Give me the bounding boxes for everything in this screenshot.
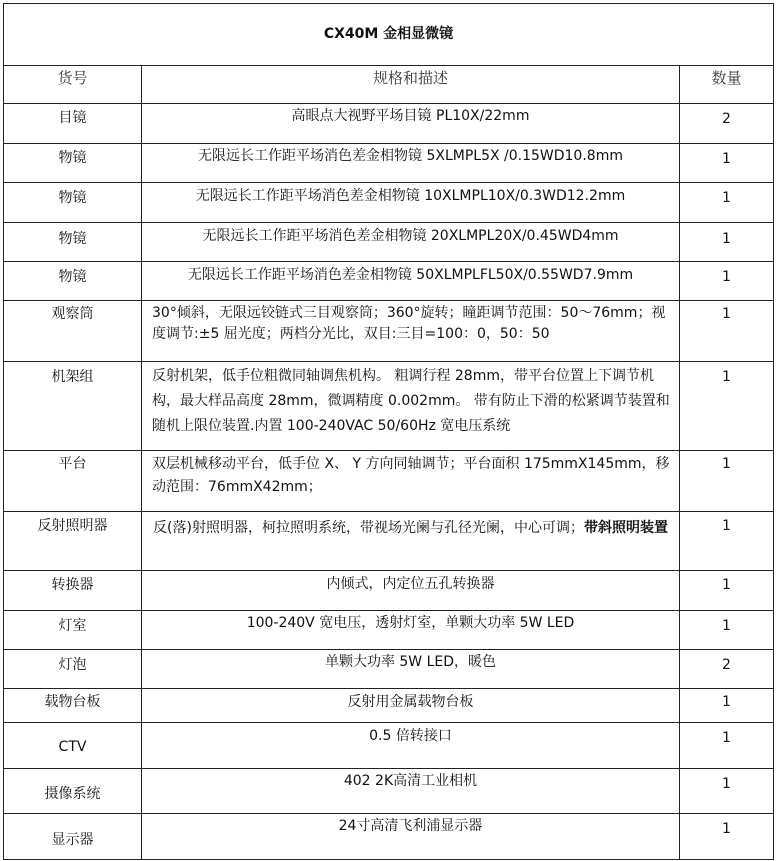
desc-cell: 单颗大功率 5W LED，暖色 (142, 650, 680, 689)
table-row (4, 650, 774, 689)
desc-cell: 高眼点大视野平场目镜 PL10X/22mm (142, 104, 680, 144)
desc-cell: 30°倾斜，无限远铰链式三目观察筒；360°旋转；瞳距调节范围：50～76mm；视度调节:±5 屈光度；两档分光比，双目:三目=100：0，50：50 (142, 301, 680, 362)
desc-text: 反(落)射照明器，柯拉照明系统，带视场光阑与孔径光阑，中心可调； (153, 520, 584, 536)
qty-cell: 1 (680, 571, 774, 611)
table-row (4, 611, 774, 650)
table-row (4, 512, 774, 571)
qty-cell: 1 (680, 362, 774, 451)
desc-cell (142, 512, 680, 571)
desc-cell: 100-240V 宽电压，透射灯室，单颗大功率 5W LED (142, 611, 680, 650)
qty-cell: 1 (680, 512, 774, 571)
desc-cell: 无限远长工作距平场消色差金相物镜 10XLMPL10X/0.3WD12.2mm (142, 183, 680, 223)
table-row (4, 104, 774, 144)
item-cell: 平台 (4, 451, 142, 512)
table-row (4, 183, 774, 223)
qty-cell: 1 (680, 223, 774, 262)
desc-cell: 无限远长工作距平场消色差金相物镜 50XLMPLFL50X/0.55WD7.9mm (142, 262, 680, 301)
qty-cell: 1 (680, 451, 774, 512)
item-cell: 显示器 (4, 814, 142, 860)
header-qty: 数量 (680, 66, 774, 104)
item-cell: 观察筒 (4, 301, 142, 362)
desc-cell: 24寸高清飞利浦显示器 (142, 814, 680, 860)
desc-cell: 内倾式，内定位五孔转换器 (142, 571, 680, 611)
desc-cell: 双层机械移动平台，低手位 X、 Y 方向同轴调节；平台面积 175mmX145mm，移动范围：76mmX42mm； (142, 451, 680, 512)
desc-cell: 无限远长工作距平场消色差金相物镜 20XLMPL20X/0.45WD4mm (142, 223, 680, 262)
table-row (4, 571, 774, 611)
table-row (4, 301, 774, 362)
item-cell: 物镜 (4, 262, 142, 301)
item-cell: 物镜 (4, 223, 142, 262)
table-title: CX40M 金相显微镜 (4, 4, 774, 66)
spec-table (3, 3, 774, 860)
item-cell: 转换器 (4, 571, 142, 611)
item-cell: 物镜 (4, 183, 142, 223)
qty-cell: 1 (680, 814, 774, 860)
header-item: 货号 (4, 66, 142, 104)
item-cell: 载物台板 (4, 689, 142, 723)
table-row (4, 689, 774, 723)
desc-cell: 无限远长工作距平场消色差金相物镜 5XLMPL5X /0.15WD10.8mm (142, 144, 680, 183)
item-cell: 物镜 (4, 144, 142, 183)
qty-cell: 1 (680, 723, 774, 769)
table-row (4, 769, 774, 814)
desc-cell: 反射用金属载物台板 (142, 689, 680, 723)
qty-cell: 2 (680, 104, 774, 144)
item-cell: 灯泡 (4, 650, 142, 689)
table-row (4, 362, 774, 451)
qty-cell: 1 (680, 611, 774, 650)
qty-cell: 1 (680, 183, 774, 223)
table-row (4, 451, 774, 512)
header-desc: 规格和描述 (142, 66, 680, 104)
header-row (4, 66, 774, 104)
item-cell: 机架组 (4, 362, 142, 451)
item-cell: 灯室 (4, 611, 142, 650)
qty-cell: 1 (680, 301, 774, 362)
item-cell: 目镜 (4, 104, 142, 144)
qty-cell: 1 (680, 769, 774, 814)
desc-cell: 0.5 倍转接口 (142, 723, 680, 769)
table-row (4, 814, 774, 860)
qty-cell: 1 (680, 144, 774, 183)
qty-cell: 1 (680, 262, 774, 301)
desc-bold-text: 带斜照明装置 (583, 520, 668, 536)
item-cell: 摄像系统 (4, 769, 142, 814)
qty-cell: 1 (680, 689, 774, 723)
table-row (4, 144, 774, 183)
table-row (4, 223, 774, 262)
desc-cell: 反射机架，低手位粗微同轴调焦机构。 粗调行程 28mm，带平台位置上下调节机构，最大样品高度 28mm，微调精度 0.002mm。 带有防止下滑的松紧调节装置和随机上限位装置.内置 100-240VAC 50/60Hz 宽电压系统 (142, 362, 680, 451)
item-cell: CTV (4, 723, 142, 769)
table-row (4, 262, 774, 301)
item-cell: 反射照明器 (4, 512, 142, 571)
desc-cell: 402 2K高清工业相机 (142, 769, 680, 814)
table-row (4, 723, 774, 769)
qty-cell: 2 (680, 650, 774, 689)
